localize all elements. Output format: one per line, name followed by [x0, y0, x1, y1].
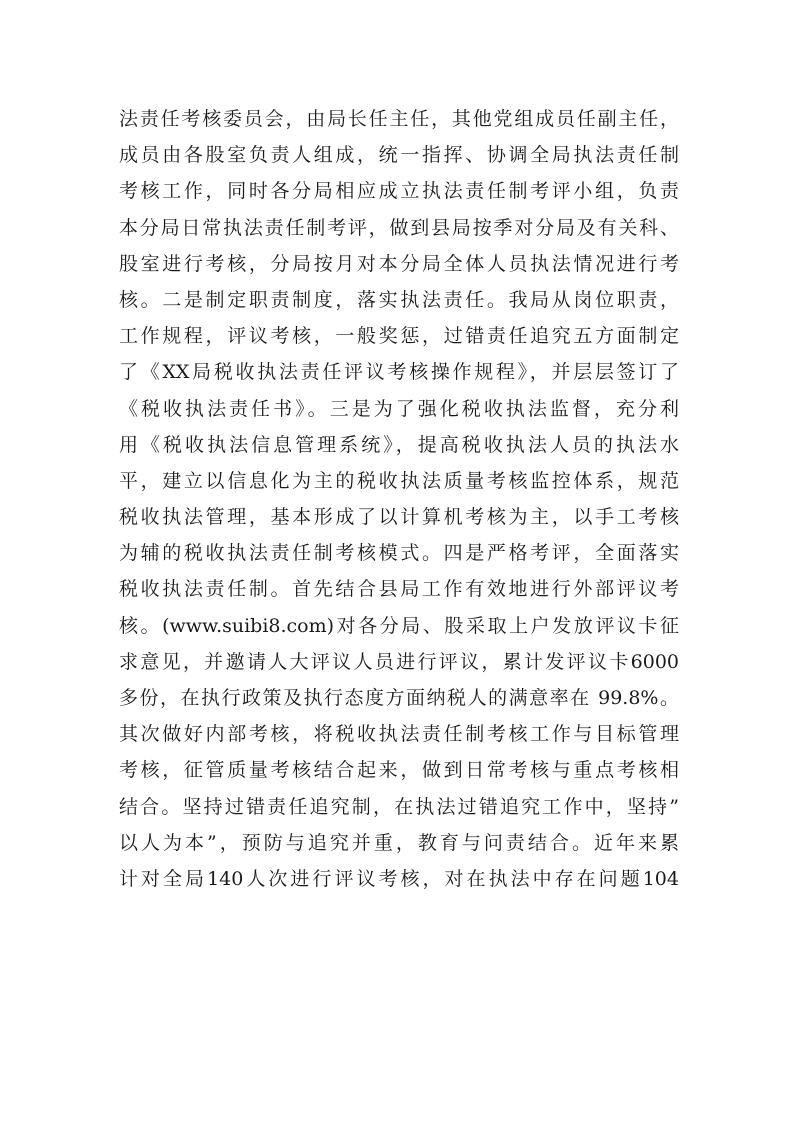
text-line: 核。二是制定职责制度，落实执法责任。我局从岗位职责，	[119, 288, 679, 311]
text-line: 本分局日常执法责任制考评，做到县局按季对分局及有关科、	[119, 216, 679, 239]
text-line: 其次做好内部考核，将税收执法责任制考核工作与目标管理	[119, 723, 679, 746]
body-text	[119, 101, 679, 897]
text-line: 成员由各股室负责人组成，统一指挥、协调全局执法责任制	[119, 144, 679, 167]
text-line: 用《税收执法信息管理系统》，提高税收执法人员的执法水	[119, 433, 679, 456]
text-line: 核。(www.suibi8.com)对各分局、股采取上户发放评议卡征	[119, 614, 679, 637]
text-line: 为辅的税收执法责任制考核模式。四是严格考评，全面落实	[119, 542, 679, 565]
text-line: 股室进行考核，分局按月对本分局全体人员执法情况进行考	[119, 252, 679, 275]
text-line: 求意见，并邀请人大评议人员进行评议，累计发评议卡6000	[119, 650, 679, 673]
text-line: 了《XX局税收执法责任评议考核操作规程》，并层层签订了	[119, 361, 679, 384]
text-line: 税收执法管理，基本形成了以计算机考核为主，以手工考核	[119, 506, 679, 529]
text-line: 考核，征管质量考核结合起来，做到日常考核与重点考核相	[119, 759, 679, 782]
text-line: 结合。坚持过错责任追究制，在执法过错追究工作中，坚持”	[119, 795, 679, 818]
text-line: 税收执法责任制。首先结合县局工作有效地进行外部评议考	[119, 578, 679, 601]
text-line: 计对全局140人次进行评议考核，对在执法中存在问题104	[119, 867, 679, 890]
text-line: 以人为本”，预防与追究并重，教育与问责结合。近年来累	[119, 831, 679, 854]
text-line: 法责任考核委员会，由局长任主任，其他党组成员任副主任，	[119, 108, 679, 130]
text-line: 多份，在执行政策及执行态度方面纳税人的满意率在 99.8%。	[119, 687, 679, 709]
text-line: 工作规程，评议考核，一般奖惩，过错责任追究五方面制定	[119, 325, 679, 348]
text-line: 平，建立以信息化为主的税收执法质量考核监控体系，规范	[119, 469, 679, 492]
text-line: 《税收执法责任书》。三是为了强化税收执法监督，充分利	[119, 397, 679, 420]
text-line: 考核工作，同时各分局相应成立执法责任制考评小组，负责	[119, 180, 679, 203]
